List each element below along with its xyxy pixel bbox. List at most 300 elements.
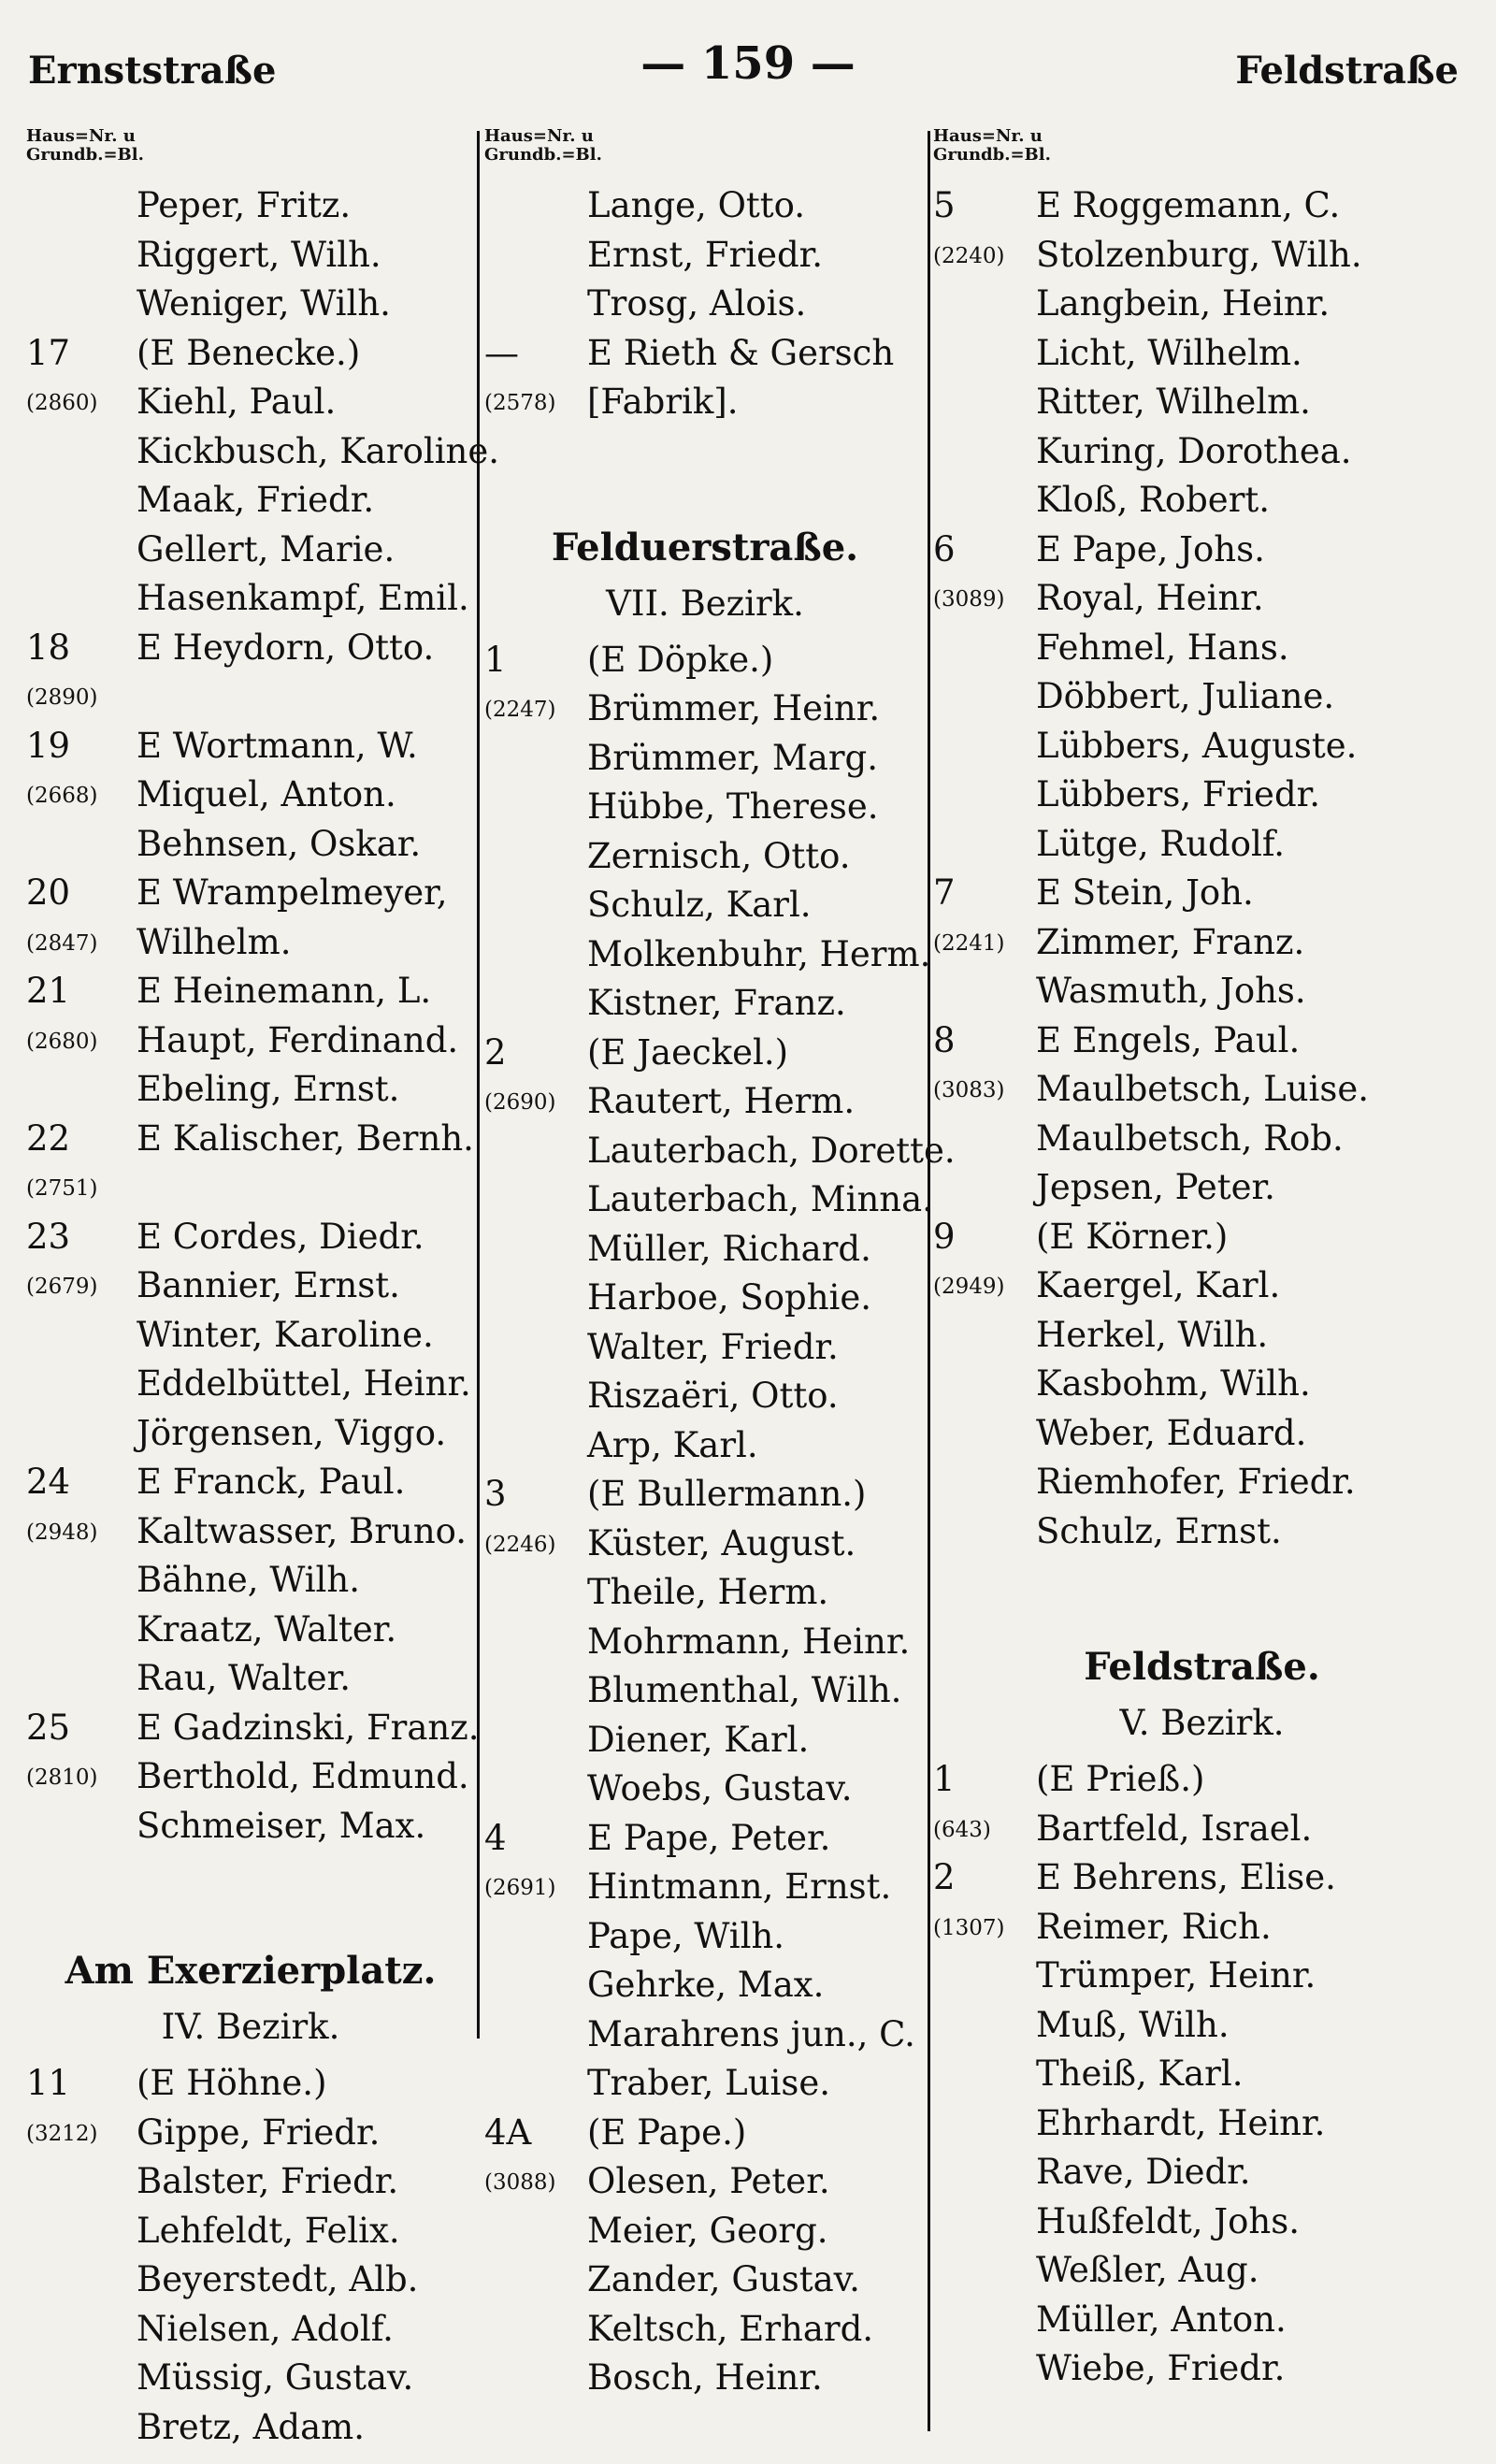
resident-name: Langbein, Heinr. [1036,283,1331,324]
directory-entry [933,1311,1471,1361]
resident-name: Gippe, Friedr. [137,2111,381,2153]
resident-name: Royal, Heinr. [1036,578,1264,618]
resident-name: Maulbetsch, Rob. [1036,1117,1344,1159]
resident-name: Schulz, Karl. [587,885,812,925]
directory-entry [484,181,926,231]
directory-entry [933,1805,1471,1854]
house-number: 3 [484,1474,507,1514]
directory-entry [933,869,1471,918]
directory-entry [933,722,1471,771]
resident-name: (E Döpke.) [587,639,774,680]
resident-name: Weniger, Wilh. [137,283,391,324]
grundbuch-number: (3089) [933,587,1005,612]
directory-entry [26,2157,475,2207]
directory-entry [26,1556,475,1606]
directory-entry [26,1409,475,1459]
directory-entry [484,1912,926,1962]
resident-name: Lübbers, Friedr. [1036,774,1321,814]
house-number: 4A [484,2111,532,2153]
resident-name: Kaltwasser, Bruno. [137,1510,468,1551]
resident-name: Jepsen, Peter. [1036,1167,1275,1207]
grundbuch-number: (2948) [26,1520,98,1545]
directory-entry [933,1952,1471,2001]
grundbuch-number: (2690) [484,1090,556,1115]
house-number: 22 [26,1117,71,1159]
header-line-hausnr: Haus=Nr. u [933,126,1043,146]
directory-entry [484,1716,926,1765]
directory-entry [26,869,475,918]
directory-entry [933,231,1471,281]
grundbuch-number: (2679) [26,1275,98,1299]
resident-name: Marahrens jun., C. [587,2013,915,2054]
resident-name: Kasbohm, Wilh. [1036,1363,1311,1404]
resident-name: E Behrens, Elise. [1036,1857,1336,1897]
directory-entry [26,2059,475,2109]
grundbuch-number: (2668) [26,784,98,808]
column-divider [477,131,480,2039]
resident-name: Lange, Otto. [587,185,806,225]
directory-entry [26,231,475,281]
directory-entry [484,734,926,784]
house-number: 9 [933,1216,956,1257]
grundbuch-number: (2751) [26,1176,98,1201]
directory-entry [484,231,926,281]
directory-entry [933,1065,1471,1115]
resident-name: Gellert, Marie. [137,528,396,569]
directory-entry [933,427,1471,477]
resident-name: Eddelbüttel, Heinr. [137,1363,471,1404]
district-label: IV. Bezirk. [161,2007,340,2047]
directory-entry [933,2296,1471,2345]
directory-entry [26,1213,475,1262]
header-right-street: Feldstraße [1235,49,1459,93]
directory-entry [484,832,926,882]
resident-name: Olesen, Peter. [587,2161,830,2201]
resident-name: Beyerstedt, Alb. [137,2259,419,2299]
directory-entry [26,2354,475,2403]
grundbuch-number: (2241) [933,930,1005,956]
header-left-street: Ernststraße [28,49,277,93]
directory-entry [26,1654,475,1704]
column-3 [933,127,1471,2394]
directory-entry [484,1175,933,1225]
resident-name: Kistner, Franz. [587,983,846,1023]
resident-name: Rave, Diedr. [1036,2152,1251,2192]
resident-name: Haupt, Ferdinand. [137,1019,459,1060]
resident-name: Behnsen, Oskar. [137,823,422,864]
grundbuch-number: (2691) [484,1876,556,1900]
directory-entry [484,1666,926,1716]
resident-name: (E Prieß.) [1036,1759,1205,1799]
directory-entry [26,624,475,673]
directory-entry [933,771,1471,820]
resident-name: E Heinemann, L. [137,971,432,1011]
resident-name: E Roggemann, C. [1036,185,1341,225]
resident-name: Ritter, Wilhelm. [1036,382,1311,422]
directory-entry [484,2255,926,2305]
resident-name: Meier, Georg. [587,2210,828,2251]
directory-entry [933,1903,1471,1952]
house-number: 1 [933,1759,956,1799]
resident-name: Kloß, Robert. [1036,480,1271,520]
house-number: 7 [933,872,956,913]
directory-entry [933,526,1471,575]
directory-entry [26,2109,475,2158]
resident-name: Maulbetsch, Luise. [1036,1069,1369,1109]
house-number: 6 [933,528,956,569]
directory-entry [484,1618,926,1667]
resident-name: Kiehl, Paul. [137,382,337,422]
resident-name: E Wrampelmeyer, [137,872,448,913]
grundbuch-number: (2680) [26,1029,98,1054]
resident-name: Bretz, Adam. [137,2406,365,2447]
street-title: Feldstraße. [1084,1645,1320,1689]
grundbuch-number: (2247) [484,698,556,722]
house-number: 19 [26,725,71,766]
resident-name: Küster, August. [587,1522,856,1563]
resident-name: Bosch, Heinr. [587,2357,823,2398]
grundbuch-number: (3212) [26,2121,98,2146]
house-number: 4 [484,1817,507,1858]
resident-name: Brümmer, Marg. [587,737,878,778]
directory-entry [484,2059,926,2109]
directory-entry [484,280,926,329]
grundbuch-number: (2810) [26,1765,98,1790]
resident-name: E Engels, Paul. [1036,1019,1301,1060]
directory-entry [933,1360,1471,1409]
grundbuch-number: (2578) [484,391,556,415]
district-label: V. Bezirk. [1119,1703,1285,1743]
column-header-label [484,127,926,181]
directory-entry [933,1163,1471,1213]
house-number: 23 [26,1216,71,1257]
page-number: — 159 — [640,37,856,90]
grundbuch-number: (2890) [26,685,98,710]
directory-entry [933,1261,1471,1311]
directory-entry [26,918,475,968]
resident-name: Theiß, Karl. [1036,2053,1244,2094]
resident-name: Bartfeld, Israel. [1036,1808,1313,1849]
directory-entry [26,476,475,526]
directory-entry [933,1213,1471,1262]
resident-name: Lauterbach, Dorette. [587,1130,956,1171]
grundbuch-number: (3088) [484,2170,556,2195]
district-label: VII. Bezirk. [606,583,804,624]
directory-entry [484,2354,926,2403]
directory-entry [933,1458,1471,1507]
directory-entry [26,378,475,427]
directory-entry [26,1065,475,1115]
header-line-hausnr: Haus=Nr. u [26,126,136,146]
directory-entry [484,2305,926,2355]
resident-name: Rau, Walter. [137,1658,351,1698]
resident-name: (E Jaeckel.) [587,1031,789,1073]
column-1 [26,126,500,2452]
directory-entry [26,1261,475,1311]
resident-name: (E Pape.) [587,2111,747,2153]
resident-name: Blumenthal, Wilh. [587,1670,902,1710]
directory-entry [933,181,1471,231]
resident-name: E Franck, Paul. [137,1462,406,1502]
resident-name: E Kalischer, Bernh. [137,1117,474,1159]
header-line-grundbuch: Grundb.=Bl. [484,145,602,165]
resident-name: Trümper, Heinr. [1036,1955,1316,1996]
directory-entry [484,1765,926,1814]
grundbuch-number: (2949) [933,1275,1005,1299]
resident-name: (E Benecke.) [137,332,361,373]
house-number: 21 [26,971,71,1011]
directory-entry [933,1409,1471,1459]
resident-name: Harboe, Sophie. [587,1277,872,1318]
resident-name: Jörgensen, Viggo. [137,1412,447,1453]
resident-name: Kaergel, Karl. [1036,1265,1281,1305]
resident-name: Riszaëri, Otto. [587,1376,839,1416]
resident-name: Walter, Friedr. [587,1326,839,1367]
resident-name: Molkenbuhr, Herm. [587,933,931,974]
directory-entry [933,280,1471,329]
directory-entry [484,1961,926,2010]
directory-entry [484,1421,926,1471]
resident-name: Riemhofer, Friedr. [1036,1462,1356,1502]
directory-entry [484,1863,926,1912]
resident-name: Peper, Fritz. [137,185,352,225]
resident-name: Maak, Friedr. [137,480,375,520]
directory-entry [933,574,1471,624]
directory-entry [26,1752,475,1802]
directory-entry [26,2403,475,2453]
directory-entry [26,181,475,231]
directory-entry [484,2207,926,2256]
directory-entry [933,2344,1471,2394]
directory-entry [933,1755,1471,1805]
section-gap [484,427,926,526]
directory-entry [484,2010,926,2060]
resident-name: Miquel, Anton. [137,774,396,814]
directory-entry [26,771,475,820]
directory-entry [484,1470,926,1520]
directory-entry [26,329,475,379]
section-gap [933,1556,1471,1645]
column-divider [928,131,930,2431]
resident-name: (E Körner.) [1036,1216,1229,1257]
resident-name: Lehfeldt, Felix. [137,2210,400,2251]
resident-name: E Wortmann, W. [137,725,418,766]
grundbuch-number: (2860) [26,391,98,415]
resident-name: Bähne, Wilh. [137,1560,360,1600]
resident-name: Wilhelm. [137,921,292,962]
resident-name: Balster, Friedr. [137,2161,399,2201]
directory-entry [26,1606,475,1655]
directory-entry [933,1507,1471,1557]
house-number: 2 [933,1857,956,1897]
resident-name: Keltsch, Erhard. [587,2308,874,2349]
grundbuch-number: (1307) [933,1915,1005,1940]
directory-entry [484,930,931,980]
directory-entry [484,1814,926,1864]
resident-name: Rautert, Herm. [587,1081,856,1121]
directory-entry [26,1016,475,1066]
resident-name: Schmeiser, Max. [137,1805,426,1846]
resident-name: Ehrhardt, Heinr. [1036,2102,1326,2143]
directory-entry [933,1016,1471,1066]
directory-entry [484,881,926,930]
resident-name: Hußfeldt, Johs. [1036,2200,1300,2241]
resident-name: Weber, Eduard. [1036,1412,1307,1453]
column-header-label [26,127,475,181]
resident-name: Hasenkampf, Emil. [137,578,469,618]
resident-name: Brümmer, Heinr. [587,688,881,728]
resident-name: Lauterbach, Minna. [587,1179,933,1219]
resident-name: Licht, Wilhelm. [1036,332,1302,373]
directory-entry [933,672,1471,722]
resident-name: Woebs, Gustav. [587,1768,853,1808]
directory-entry [933,378,1471,427]
street-title: Felduerstraße. [551,525,859,569]
resident-name: Nielsen, Adolf. [137,2308,394,2349]
house-number: 25 [26,1707,71,1748]
house-number: 20 [26,872,71,913]
directory-entry [484,979,926,1029]
resident-name: Kuring, Dorothea. [1036,430,1352,471]
house-number: 2 [484,1031,507,1073]
resident-name: (E Bullermann.) [587,1474,867,1514]
directory-entry [933,2246,1471,2296]
resident-name: E Gadzinski, Franz. [137,1707,480,1748]
resident-name: Lübbers, Auguste. [1036,725,1358,766]
resident-name: Wasmuth, Johs. [1036,971,1306,1011]
house-number: 24 [26,1462,71,1502]
resident-name: Mohrmann, Heinr. [587,1621,911,1662]
resident-name: E Cordes, Diedr. [137,1216,424,1257]
resident-name: Winter, Karoline. [137,1314,434,1355]
resident-name: Stolzenburg, Wilh. [1036,234,1362,275]
directory-entry [26,1311,475,1361]
directory-entry [26,280,475,329]
resident-name: Pape, Wilh. [587,1915,785,1956]
resident-name: Zander, Gustav. [587,2259,860,2299]
resident-name: Müller, Richard. [587,1228,871,1269]
directory-entry [26,2305,475,2355]
directory-entry [26,427,500,477]
column-2 [484,126,956,2403]
directory-entry [933,918,1471,968]
resident-name: E Rieth & Gersch [587,332,895,373]
house-number: 1 [484,639,507,680]
directory-entry [484,1127,956,1176]
directory-entry [484,1225,926,1275]
resident-name: Trosg, Alois. [587,283,807,324]
resident-name: Wiebe, Friedr. [1036,2348,1286,2388]
directory-entry [484,1372,926,1421]
resident-name: Döbbert, Juliane. [1036,676,1335,716]
directory-entry [933,624,1471,673]
grundbuch-number: (2240) [933,243,1005,268]
resident-name: Ebeling, Ernst. [137,1069,400,1109]
directory-entry [484,1323,926,1373]
resident-name: Traber, Luise. [587,2063,831,2103]
resident-name: Schulz, Ernst. [1036,1510,1282,1551]
directory-entry [26,1458,475,1507]
directory-entry [933,2001,1471,2051]
directory-entry [484,2109,926,2158]
directory-entry [484,2157,926,2207]
grundbuch-number: (3083) [933,1078,1005,1102]
house-number: 5 [933,185,956,225]
house-number: 11 [26,2063,71,2103]
directory-entry [26,820,475,870]
header-line-grundbuch: Grundb.=Bl. [26,145,144,165]
directory-entry [26,722,475,771]
directory-entry [484,684,926,734]
directory-entry [484,329,926,379]
resident-name: Arp, Karl. [587,1424,758,1465]
directory-entry [933,476,1471,526]
resident-name: Weßler, Aug. [1036,2250,1259,2290]
house-number: 17 [26,332,71,373]
resident-name: Kraatz, Walter. [137,1608,397,1650]
house-number: 18 [26,627,71,668]
directory-entry [484,1029,926,1078]
column-header-label [933,127,1471,181]
directory-entry [933,2197,1471,2247]
resident-name: Herkel, Wilh. [1036,1314,1269,1355]
directory-entry [26,1115,475,1164]
resident-name: Hübbe, Therese. [587,786,879,827]
resident-name: Theile, Herm. [587,1572,829,1612]
directory-entry [933,820,1471,870]
directory-entry [933,2148,1471,2197]
resident-name: Fehmel, Hans. [1036,627,1289,668]
resident-name: Reimer, Rich. [1036,1906,1272,1947]
header-line-grundbuch: Grundb.=Bl. [933,145,1051,165]
resident-name: Gehrke, Max. [587,1965,825,2005]
resident-name: Müller, Anton. [1036,2298,1287,2340]
directory-entry [26,2255,475,2305]
resident-name: Muß, Wilh. [1036,2004,1230,2045]
directory-entry [484,378,926,427]
grundbuch-number: (2847) [26,930,98,956]
page-header [0,37,1496,103]
resident-name: Zernisch, Otto. [587,835,851,876]
directory-entry [933,1115,1471,1164]
directory-entry [26,1704,480,1753]
directory-entry [484,1077,926,1127]
section-gap [26,1851,475,1949]
directory-entry [26,1802,475,1852]
resident-name: Hintmann, Ernst. [587,1866,892,1907]
resident-name: Diener, Karl. [587,1719,810,1760]
resident-name: Bannier, Ernst. [137,1265,400,1305]
resident-name: Riggert, Wilh. [137,234,381,275]
directory-entry [933,967,1471,1016]
directory-entry [484,636,926,685]
resident-name: Kickbusch, Karoline. [137,430,500,471]
directory-entry [933,2099,1471,2149]
directory-entry [484,783,926,832]
resident-name: E Pape, Johs. [1036,528,1265,569]
directory-entry [933,2050,1471,2099]
resident-name: (E Höhne.) [137,2063,327,2103]
directory-entry [933,329,1471,379]
directory-entry [26,1360,475,1409]
house-number: 8 [933,1019,956,1060]
directory-entry [26,1163,475,1213]
resident-name: E Stein, Joh. [1036,872,1254,913]
directory-entry [26,1507,475,1557]
directory-entry [26,574,475,624]
resident-name: Zimmer, Franz. [1036,921,1305,962]
directory-entry [484,1520,926,1569]
